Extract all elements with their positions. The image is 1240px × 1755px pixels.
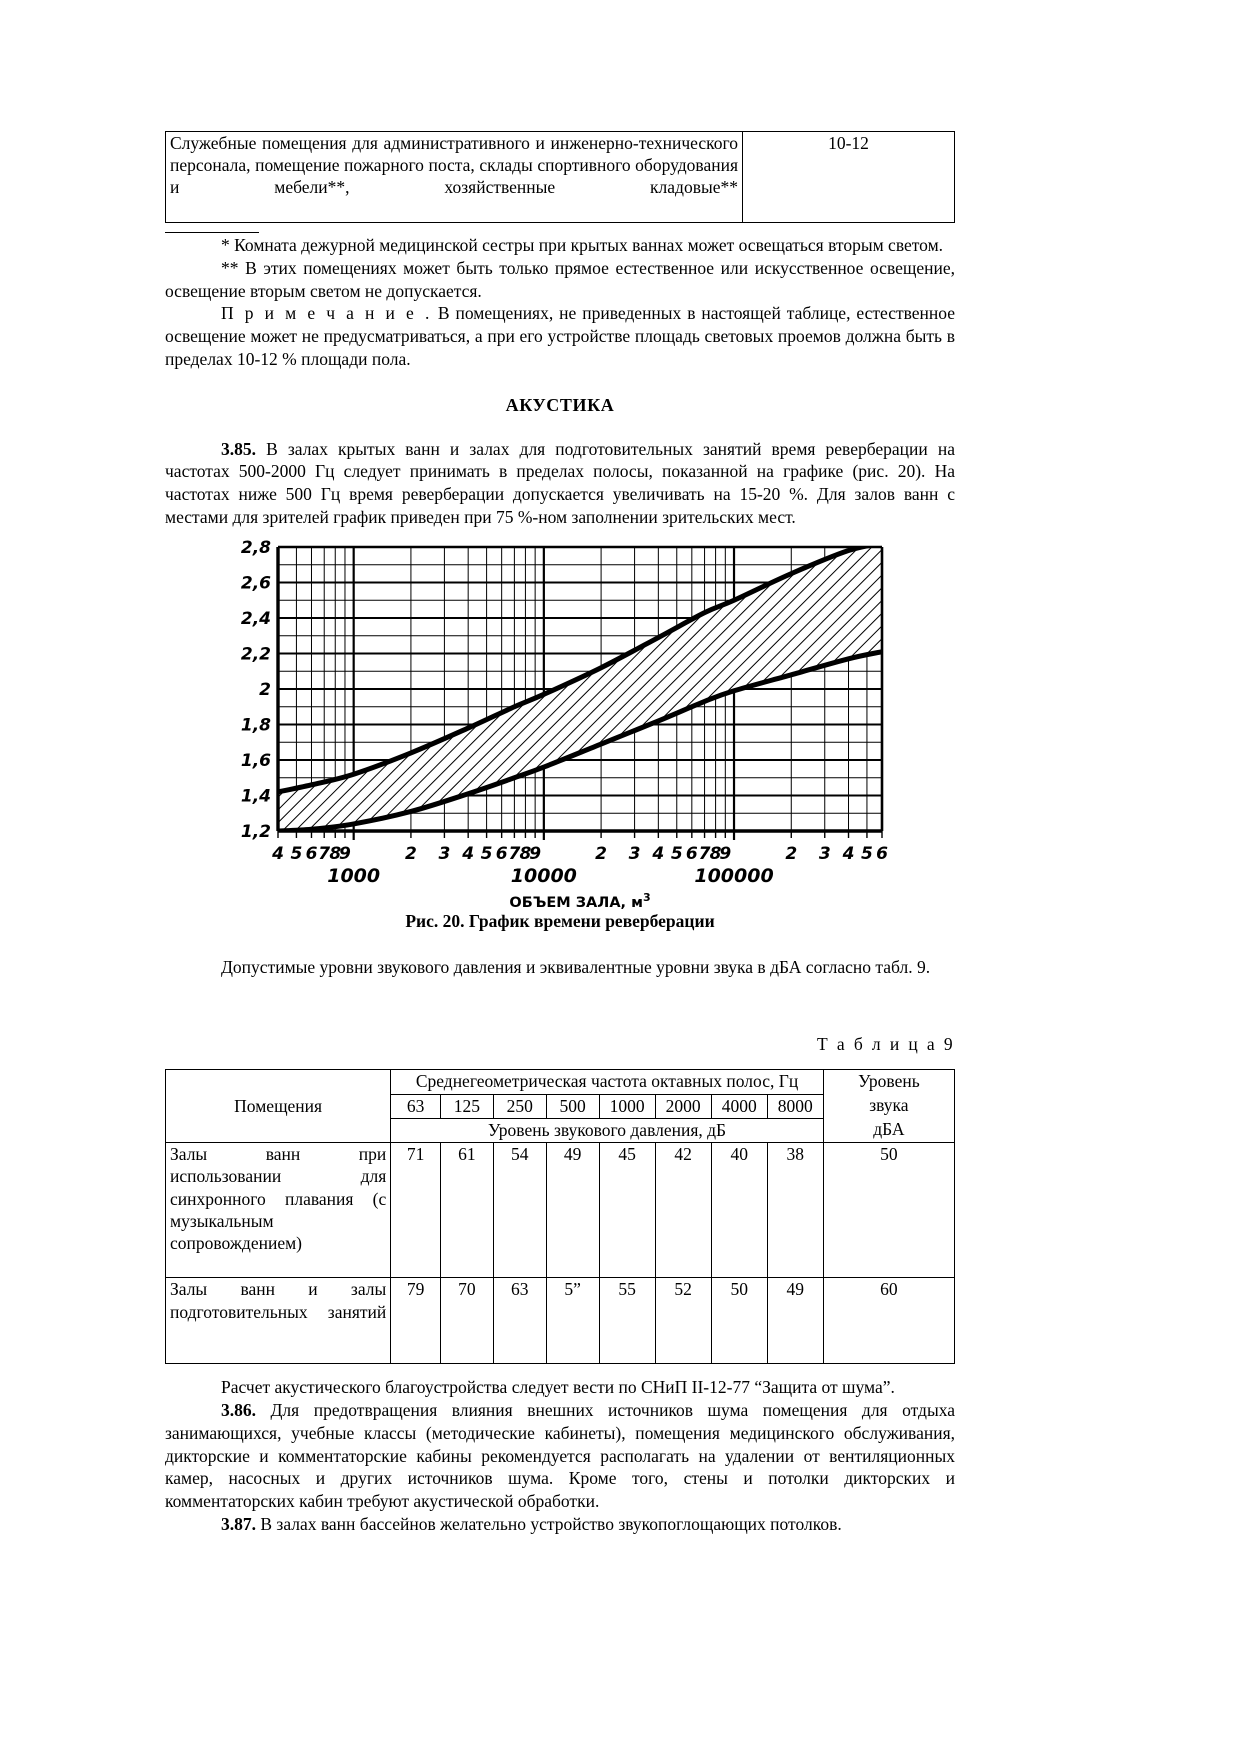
clause-3-86 [165, 1399, 955, 1513]
table-9-label: Т а б л и ц а 9 [817, 1034, 955, 1055]
row-1-premises [166, 1143, 391, 1278]
x-tick-label: 4 [272, 843, 284, 864]
x-decade-label: 10000 [510, 864, 577, 887]
x-tick-label: 3 [818, 843, 831, 864]
reverberation-chart [230, 539, 890, 909]
table-9-header-row-1 [166, 1070, 955, 1094]
footnote-one: * Комната дежурной медицинской сестры при крытых ваннах может освещаться вторым светом. [221, 235, 944, 256]
y-tick-label: 2,2 [240, 644, 271, 665]
row-1-val-500: 49 [546, 1143, 599, 1278]
row-2-val-1000: 55 [599, 1278, 655, 1364]
after-figure-paragraph: Допустимые уровни звукового давления и эквивалентные уровни звука в дБА согласно табл. 9. [221, 956, 931, 977]
y-tick-label: 2,6 [240, 573, 271, 594]
y-tick-label: 1,8 [240, 715, 271, 736]
x-tick-label: 8 [709, 843, 722, 864]
room-description-cell [166, 132, 743, 223]
x-tick-label: 6 [305, 843, 318, 864]
header-premises-bottom [166, 1118, 391, 1142]
row-2-premises [166, 1278, 391, 1364]
header-level-line1: Уровень [823, 1070, 954, 1094]
header-frequency-group: Среднегеометрическая частота октавных полос, Гц [391, 1070, 824, 1094]
row-1-val-2000: 42 [655, 1143, 711, 1278]
clause-3-86-text: Для предотвращения влияния внешних источников шума помещения для отдыха занимающихся, учебные классы (методические кабинеты), помещения медицинского обслуживания, дикторские и комментаторские кабины рекомендуется располагать на удалении от вентиляционных камер, насосных и других источников шума. Кроме того, стены и потолки дикторских и комментаторских кабин требуют акустической обработки. [165, 1400, 955, 1512]
x-tick-label: 6 [495, 843, 508, 864]
row-1-val-125: 61 [440, 1143, 493, 1278]
y-tick-label: 2,4 [240, 608, 271, 629]
x-decade-label: 100000 [694, 864, 774, 887]
section-heading-acoustics: АКУСТИКА [505, 394, 615, 415]
row-2-val-2000: 52 [655, 1278, 711, 1364]
x-tick-label: 9 [339, 843, 351, 864]
x-tick-label: 4 [842, 843, 855, 864]
note-text: В помещениях, не приведенных в настоящей таблице, естественное освещение может не предусматриваться, а при его устройстве площадь световых проемов должна быть в пределах 10-12 % площади пола. [165, 303, 955, 369]
row-2-val-63: 79 [391, 1278, 441, 1364]
table-9-header-row-3 [166, 1118, 955, 1142]
y-tick-label: 2 [259, 679, 271, 700]
header-freq-8000: 8000 [767, 1094, 823, 1118]
x-tick-label: 5 [861, 843, 873, 864]
room-lighting-table [165, 131, 955, 223]
x-tick-label: 9 [719, 843, 732, 864]
header-premises-top [166, 1070, 391, 1094]
row-2-val-250: 63 [493, 1278, 546, 1364]
row-2-premises-text: Залы ванн и залы подготовительных занятий [170, 1279, 387, 1322]
table-row [166, 132, 955, 223]
x-tick-label: 8 [519, 843, 532, 864]
row-2-val-4000: 50 [711, 1278, 767, 1364]
table-9-header-row-2 [166, 1094, 955, 1118]
y-tick-label: 1,4 [240, 786, 271, 807]
header-spl-label: Уровень звукового давления, дБ [391, 1118, 824, 1142]
header-freq-250: 250 [493, 1094, 546, 1118]
clause-3-87-text: В залах ванн бассейнов желательно устройство звукопоглощающих потолков. [260, 1513, 842, 1534]
y-tick-label: 1,2 [240, 821, 271, 842]
header-freq-500: 500 [546, 1094, 599, 1118]
footnote-two: ** В этих помещениях может быть только прямое естественное или искусственное освещение, освещение вторым светом не допускается. [165, 257, 955, 301]
row-1-val-63: 71 [391, 1143, 441, 1278]
header-level-line3: дБА [823, 1118, 954, 1142]
table-row [166, 1143, 955, 1278]
room-value-cell: 10-12 [743, 132, 955, 223]
footnote-divider [165, 232, 259, 233]
row-2-val-8000: 49 [767, 1278, 823, 1364]
figure-20-caption: Рис. 20. График времени реверберации [405, 910, 715, 931]
tail-paragraph-snip: Расчет акустического благоустройства следует вести по СНиП II-12-77 “Защита от шума”. [221, 1377, 895, 1398]
x-tick-label: 5 [290, 843, 303, 864]
row-1-premises-text: Залы ванн при использовании для синхронного плавания (с музыкальным сопровождением) [170, 1144, 387, 1253]
row-1-val-8000: 38 [767, 1143, 823, 1278]
y-tick-label: 2,8 [240, 538, 271, 558]
x-tick-label: 2 [405, 843, 417, 864]
x-tick-label: 5 [670, 843, 683, 864]
note-paragraph [165, 302, 955, 370]
clause-3-87-number: 3.87. [221, 1513, 256, 1534]
clause-3-85-number: 3.85. [221, 438, 256, 459]
table-9-noise-levels [165, 1069, 955, 1364]
x-tick-label: 3 [628, 843, 641, 864]
x-tick-label: 2 [785, 843, 798, 864]
x-tick-label: 7 [508, 843, 521, 864]
room-description-text: Служебные помещения для административного и инженерно-технического персонала, помещение пожарного поста, склады спортивного оборудования и мебели**, хозяйственные кладовые** [170, 133, 738, 198]
header-freq-1000: 1000 [599, 1094, 655, 1118]
clause-3-85 [165, 438, 955, 529]
row-1-val-1000: 45 [599, 1143, 655, 1278]
row-2-level: 60 [823, 1278, 954, 1364]
x-tick-label: 3 [438, 843, 451, 864]
x-tick-label: 4 [652, 843, 665, 864]
x-tick-label: 7 [318, 843, 331, 864]
header-freq-4000: 4000 [711, 1094, 767, 1118]
x-tick-label: 7 [698, 843, 711, 864]
row-1-val-4000: 40 [711, 1143, 767, 1278]
clause-3-86-number: 3.86. [221, 1400, 256, 1421]
table-row [166, 1278, 955, 1364]
x-decade-label: 1000 [327, 864, 381, 887]
x-axis-title: ОБЪЕМ ЗАЛА, $м^3$ [509, 890, 651, 911]
header-freq-2000: 2000 [655, 1094, 711, 1118]
clause-3-85-text: В залах крытых ванн и залах для подготовительных занятий время реверберации на частотах 500-2000 Гц следует принимать в пределах полосы, показанной на графике (рис. 20). На частотах ниже 500 Гц время реверберации допускается увеличивать на 15-20 %. Для залов ванн с местами для зрителей график приведен при 75 %-ном заполнении зрительских мест. [165, 438, 956, 527]
row-1-level: 50 [823, 1143, 954, 1278]
header-freq-125: 125 [440, 1094, 493, 1118]
figure-20 [165, 539, 955, 934]
row-1-val-250: 54 [493, 1143, 546, 1278]
clause-3-87 [165, 1513, 955, 1536]
x-tick-label: 4 [462, 843, 475, 864]
y-tick-label: 1,6 [240, 750, 271, 771]
x-tick-label: 9 [529, 843, 542, 864]
row-2-val-500: 5” [546, 1278, 599, 1364]
x-tick-label: 5 [480, 843, 493, 864]
x-tick-label: 8 [329, 843, 342, 864]
x-tick-label: 2 [595, 843, 608, 864]
note-label: П р и м е ч а н и е . [221, 303, 432, 324]
row-2-val-125: 70 [440, 1278, 493, 1364]
document-page [165, 0, 955, 1755]
reverberation-chart-svg [230, 539, 890, 911]
x-tick-label: 6 [876, 843, 888, 864]
header-level-line2: звука [823, 1094, 954, 1118]
header-premises-label: Помещения [166, 1094, 391, 1118]
x-tick-label: 6 [685, 843, 698, 864]
header-freq-63: 63 [391, 1094, 441, 1118]
